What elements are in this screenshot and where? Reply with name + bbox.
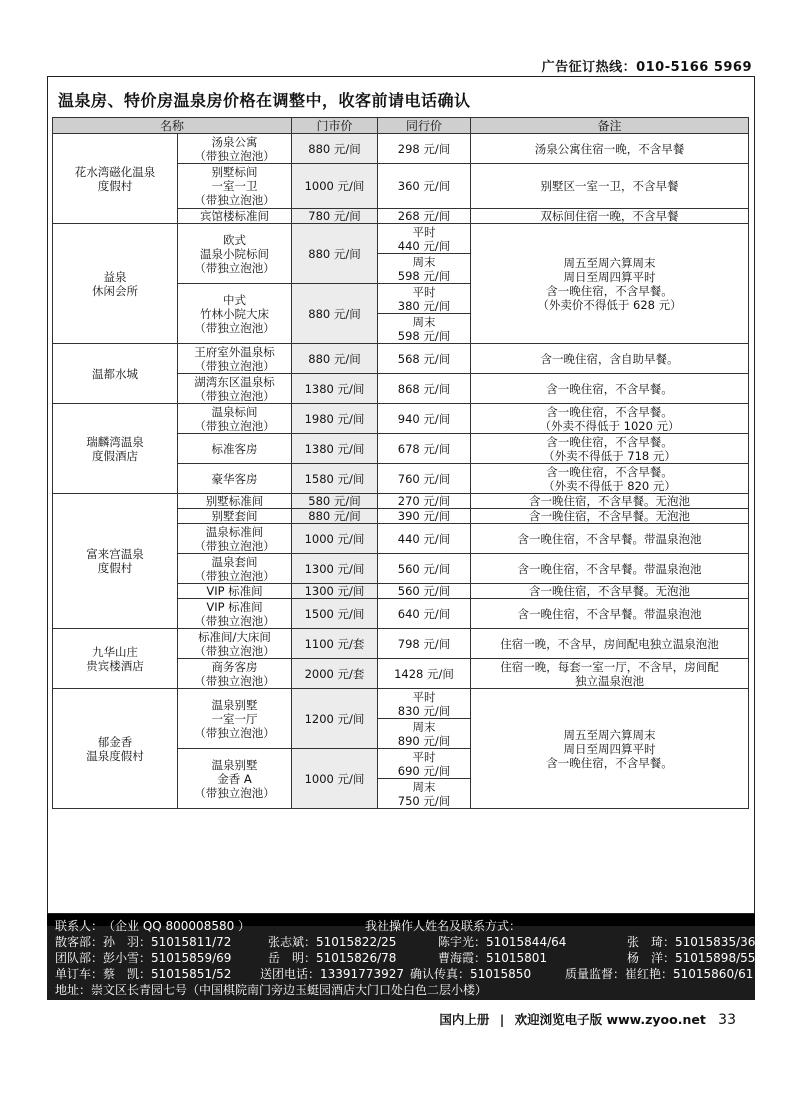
agent-price: 560 元/间 [378,554,471,584]
footer-divider: | [499,1012,505,1027]
room-type: 王府室外温泉标 （带独立泡池） [178,344,292,374]
list-price: 1580 元/间 [292,464,378,494]
room-type: 温泉套间 （带独立泡池） [178,554,292,584]
table-row [53,629,749,659]
agent-price: 760 元/间 [378,464,471,494]
table-row [53,224,749,254]
remark: 双标间住宿一晚，不含早餐 [471,209,749,224]
room-type: 汤泉公寓 （带独立泡池） [178,134,292,164]
agent-price-weekend: 周末 598 元/间 [378,254,471,284]
contact-panel [47,914,755,1000]
agent-price: 868 元/间 [378,374,471,404]
contact-entry: 张志斌：51015822/25 [268,935,397,949]
room-type: 豪华客房 [178,464,292,494]
room-type: 中式 竹林小院大床 （带独立泡池） [178,284,292,344]
contact-row-4 [55,966,754,982]
price-table [52,117,749,809]
table-row [53,494,749,509]
room-type: 别墅标间 一室一卫 （带独立泡池） [178,164,292,209]
remark: 住宿一晚，每套一室一厅，不含早，房间配 独立温泉泡池 [471,659,749,689]
header-list-price: 门市价 [292,118,378,134]
agent-price-weekday: 平时 830 元/间 [378,689,471,719]
remark: 含一晚住宿，含自助早餐。 [471,344,749,374]
room-type: VIP 标准间 [178,584,292,599]
contact-entry: 杨 洋：51015898/55 [627,951,756,965]
remark: 含一晚住宿，不含早餐。带温泉泡池 [471,599,749,629]
hotel-name: 九华山庄 贵宾楼酒店 [53,629,178,689]
agent-price: 298 元/间 [378,134,471,164]
list-price: 580 元/间 [292,494,378,509]
agent-price: 940 元/间 [378,404,471,434]
list-price: 1300 元/间 [292,584,378,599]
room-type: 标准客房 [178,434,292,464]
room-type: 湖湾东区温泉标 （带独立泡池） [178,374,292,404]
remark: 含一晚住宿，不含早餐。 （外卖不得低于 820 元） [471,464,749,494]
remark: 含一晚住宿，不含早餐。 （外卖不得低于 718 元） [471,434,749,464]
remark: 含一晚住宿，不含早餐。无泡池 [471,494,749,509]
hotel-name: 益泉 休闲会所 [53,224,178,344]
contact-entry: 岳 明：51015826/78 [268,951,397,965]
agent-price-weekday: 平时 380 元/间 [378,284,471,314]
hotel-name: 郁金香 温泉度假村 [53,689,178,809]
agent-price: 568 元/间 [378,344,471,374]
hotel-name: 花水湾磁化温泉 度假村 [53,134,178,224]
footer-slogan: 欢迎浏览电子版 [514,1012,603,1027]
remark: 含一晚住宿，不含早餐。无泡池 [471,584,749,599]
table-row [53,344,749,374]
table-row [53,689,749,719]
contact-row-5 [55,982,747,998]
agent-price: 360 元/间 [378,164,471,209]
contact-entry: 送团电话：13391773927 [260,967,404,981]
remark: 住宿一晚，不含早，房间配电独立温泉泡池 [471,629,749,659]
header-notes: 备注 [471,118,749,134]
room-type: 温泉别墅 金香 A （带独立泡池） [178,749,292,809]
agent-price-weekend: 周末 750 元/间 [378,779,471,809]
list-price: 880 元/间 [292,224,378,284]
ad-hotline: 广告征订热线：010-5166 5969 [541,60,752,75]
footer-section: 国内上册 [439,1012,490,1027]
room-type: 标准间/大床间 （带独立泡池） [178,629,292,659]
price-table-body [53,134,749,809]
remark: 含一晚住宿，不含早餐。 [471,374,749,404]
remark: 别墅区一室一卫，不含早餐 [471,164,749,209]
agent-price: 640 元/间 [378,599,471,629]
agent-price-weekend: 周末 890 元/间 [378,719,471,749]
list-price: 1000 元/间 [292,164,378,209]
room-type: 欧式 温泉小院标间 （带独立泡池） [178,224,292,284]
contact-entry: 单订车：蔡 凯：51015851/52 [55,967,232,981]
list-price: 1380 元/间 [292,374,378,404]
contact-entry: 团队部：彭小雪：51015859/69 [55,951,232,965]
remark: 含一晚住宿，不含早餐。带温泉泡池 [471,524,749,554]
remark: 周五至周六算周末 周日至周四算平时 含一晚住宿，不含早餐。 [471,689,749,809]
room-type: 温泉别墅 一室一厅 （带独立泡池） [178,689,292,749]
contact-row-2 [55,934,756,950]
contact-row-1 [55,918,747,934]
hotel-name: 瑞麟湾温泉 度假酒店 [53,404,178,494]
contact-entry: 张 琦：51015835/36 [627,935,756,949]
list-price: 880 元/间 [292,344,378,374]
room-type: VIP 标准间 （带独立泡池） [178,599,292,629]
list-price: 880 元/间 [292,509,378,524]
header-agent-price: 同行价 [378,118,471,134]
room-type: 温泉标间 （带独立泡池） [178,404,292,434]
agent-price: 390 元/间 [378,509,471,524]
table-row [53,134,749,164]
contact-entry: 陈宇光：51015844/64 [438,935,567,949]
footer-url: www.zyoo.net [606,1012,706,1027]
list-price: 880 元/间 [292,134,378,164]
contact-row-3 [55,950,756,966]
remark: 含一晚住宿，不含早餐。 （外卖不得低于 1020 元） [471,404,749,434]
remark: 周五至周六算周末 周日至周四算平时 含一晚住宿，不含早餐。 （外卖价不得低于 628 元） [471,224,749,344]
remark: 含一晚住宿，不含早餐。带温泉泡池 [471,554,749,584]
agent-price-weekday: 平时 690 元/间 [378,749,471,779]
contact-address: 地址：崇文区长青园七号（中国棋院南门旁边玉蜓园酒店大门口处白色二层小楼） [55,983,488,997]
agent-price: 268 元/间 [378,209,471,224]
room-type: 商务客房 （带独立泡池） [178,659,292,689]
agent-price: 678 元/间 [378,434,471,464]
agent-price: 798 元/间 [378,629,471,659]
room-type: 温泉标准间 （带独立泡池） [178,524,292,554]
list-price: 880 元/间 [292,284,378,344]
header-name: 名称 [53,118,292,134]
list-price: 1000 元/间 [292,749,378,809]
remark: 汤泉公寓住宿一晚，不含早餐 [471,134,749,164]
agent-price: 560 元/间 [378,584,471,599]
list-price: 1500 元/间 [292,599,378,629]
room-type: 别墅套间 [178,509,292,524]
list-price: 780 元/间 [292,209,378,224]
list-price: 1200 元/间 [292,689,378,749]
remark: 含一晚住宿，不含早餐。无泡池 [471,509,749,524]
room-type: 别墅标准间 [178,494,292,509]
hotel-name: 富来宫温泉 度假村 [53,494,178,629]
list-price: 1000 元/间 [292,524,378,554]
agent-price-weekday: 平时 440 元/间 [378,224,471,254]
contact-entry: 确认传真：51015850 [410,967,532,981]
agent-price: 1428 元/间 [378,659,471,689]
page-number: 33 [718,1012,736,1028]
list-price: 2000 元/套 [292,659,378,689]
contact-entry: 散客部：孙 羽：51015811/72 [55,935,232,949]
agent-price: 270 元/间 [378,494,471,509]
page-footer [439,1010,736,1028]
page-headline: 温泉房、特价房温泉房价格在调整中，收客前请电话确认 [58,91,471,110]
contact-entry: 质量监督：崔红艳：51015860/61 [565,967,754,981]
hotel-name: 温都水城 [53,344,178,404]
list-price: 1980 元/间 [292,404,378,434]
list-price: 1100 元/套 [292,629,378,659]
agent-price: 440 元/间 [378,524,471,554]
contact-qq: 联系人： （企业 QQ 800008580 ） [55,919,251,933]
agent-price-weekend: 周末 598 元/间 [378,314,471,344]
contact-entry: 曹海霞：51015801 [438,951,548,965]
list-price: 1380 元/间 [292,434,378,464]
contact-operators-title: 我社操作人姓名及联系方式： [365,919,522,933]
table-header-row [53,118,749,134]
room-type: 宾馆楼标准间 [178,209,292,224]
list-price: 1300 元/间 [292,554,378,584]
table-row [53,404,749,434]
